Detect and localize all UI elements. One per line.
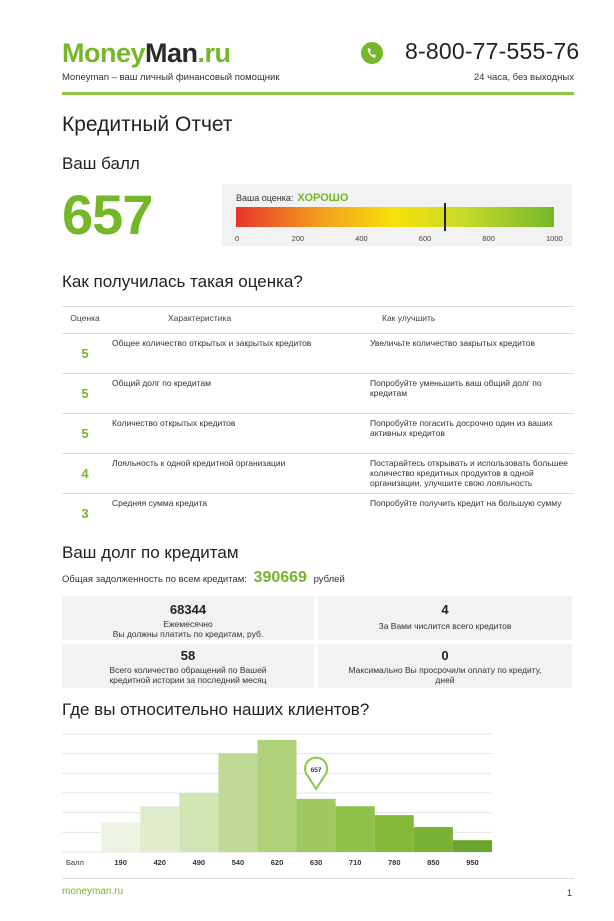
total-debt-unit: рублей	[313, 574, 345, 585]
col-score: Оценка	[62, 307, 108, 334]
chart-tick-label: 710	[348, 858, 362, 867]
card-value: 68344	[169, 602, 207, 617]
card-monthly	[62, 596, 314, 640]
scale-tick-label: 600	[418, 234, 432, 243]
score-gradient-bar	[236, 207, 554, 227]
rating-label	[236, 192, 348, 204]
chart-tick-label: 780	[388, 858, 401, 867]
total-debt-value: 390669	[253, 569, 307, 586]
chart-bar	[297, 799, 336, 852]
row-feature: Количество открытых кредитов	[108, 414, 362, 454]
card-inquiries	[62, 644, 314, 688]
chart-bar	[179, 793, 218, 852]
chart-marker-label: 657	[310, 766, 322, 774]
page-title: Кредитный Отчет	[62, 113, 233, 136]
chart-bar	[101, 823, 140, 853]
table-row	[62, 414, 574, 454]
header-divider	[62, 92, 574, 95]
chart-bar	[257, 740, 296, 852]
card-value: 0	[441, 648, 449, 663]
chart-bar	[414, 827, 453, 852]
card-label: За Вами числится всего кредитов	[378, 621, 512, 631]
phone-number[interactable]: 8-800-77-555-76	[405, 38, 580, 64]
chart-bar	[375, 815, 414, 852]
chart-tick-label: 630	[309, 858, 323, 867]
card-value: 58	[180, 648, 196, 663]
phone-icon	[361, 42, 383, 64]
row-score: 4	[62, 454, 108, 494]
clients-distribution-chart	[62, 728, 492, 870]
working-hours: 24 часа, без выходных	[473, 72, 574, 83]
card-label: Ежемесячно	[163, 619, 213, 629]
chart-tick-label: 950	[466, 858, 479, 867]
row-feature: Общее количество открытых и закрытых кредитов	[108, 334, 362, 374]
table-row	[62, 454, 574, 494]
card-credits-count	[318, 596, 572, 640]
total-debt	[62, 569, 345, 587]
chart-bar	[140, 806, 179, 852]
card-label: Вы должны платить по кредитам, руб.	[112, 629, 264, 639]
card-label: Максимально Вы просрочили оплату по кредиту,	[348, 665, 542, 675]
scale-tick-label: 0	[235, 234, 240, 243]
chart-tick-label: 420	[153, 858, 166, 867]
rating-caption: Ваша оценка:	[236, 193, 294, 203]
compare-heading: Где вы относительно наших клиентов?	[62, 700, 370, 719]
chart-tick-label: 190	[114, 858, 127, 867]
debt-heading: Ваш долг по кредитам	[62, 543, 239, 562]
chart-bar	[218, 753, 257, 852]
footer-site[interactable]: moneyman.ru	[62, 886, 124, 897]
score-heading: Ваш балл	[62, 154, 140, 173]
row-score: 5	[62, 414, 108, 454]
chart-tick-label: 620	[270, 858, 284, 867]
logo-text-money: Money	[62, 38, 146, 68]
row-feature: Общий долг по кредитам	[108, 374, 362, 414]
row-improve: Попробуйте погасить досрочно один из ваших активных кредитов	[362, 414, 574, 454]
row-score: 5	[62, 374, 108, 414]
row-improve: Попробуйте получить кредит на большую сумму	[362, 494, 574, 534]
card-value: 4	[441, 602, 449, 617]
card-label: Всего количество обращений по Вашей	[109, 665, 267, 675]
chart-tick-label: 850	[427, 858, 440, 867]
chart-xlabel: Балл	[66, 858, 84, 867]
chart-tick-label: 540	[231, 858, 245, 867]
criteria-table	[62, 306, 574, 533]
logo-text-domain: .ru	[197, 38, 231, 68]
row-improve: Увеличьте количество закрытых кредитов	[362, 334, 574, 374]
scale-tick-label: 200	[291, 234, 305, 243]
row-improve: Попробуйте уменьшить ваш общий долг по кредитам	[362, 374, 574, 414]
page-number: 1	[566, 888, 572, 898]
col-improve: Как улучшить	[362, 307, 574, 334]
card-label: кредитной истории за последний месяц	[109, 675, 267, 685]
row-feature: Лояльность к одной кредитной организации	[108, 454, 362, 494]
chart-tick-label: 490	[192, 858, 206, 867]
credit-score: 657	[62, 183, 153, 246]
chart-bar	[336, 806, 375, 852]
score-marker	[444, 203, 446, 231]
row-score: 3	[62, 494, 108, 534]
scale-tick-label: 1000	[546, 234, 563, 243]
scale-tick-label: 400	[355, 234, 368, 243]
how-heading: Как получилась такая оценка?	[62, 272, 303, 291]
card-overdue	[318, 644, 572, 688]
row-improve: Постарайтесь открывать и использовать большее количество кредитных продуктов в одной организации, улучшите свою лояльность	[362, 454, 574, 494]
footer-divider	[62, 878, 574, 879]
row-score: 5	[62, 334, 108, 374]
logo-text-man: Man	[145, 38, 198, 68]
logo[interactable]	[62, 38, 231, 69]
card-label: дней	[435, 675, 455, 685]
table-row	[62, 334, 574, 374]
table-row	[62, 494, 574, 534]
col-feature: Характеристика	[108, 307, 362, 334]
scale-tick-label: 800	[482, 234, 495, 243]
chart-bar	[453, 840, 492, 852]
row-feature: Средняя сумма кредита	[108, 494, 362, 534]
tagline: Moneyman – ваш личный финансовый помощник	[62, 72, 280, 83]
total-debt-label: Общая задолженность по всем кредитам:	[62, 574, 247, 585]
table-row	[62, 374, 574, 414]
rating-value: ХОРОШО	[297, 192, 349, 204]
